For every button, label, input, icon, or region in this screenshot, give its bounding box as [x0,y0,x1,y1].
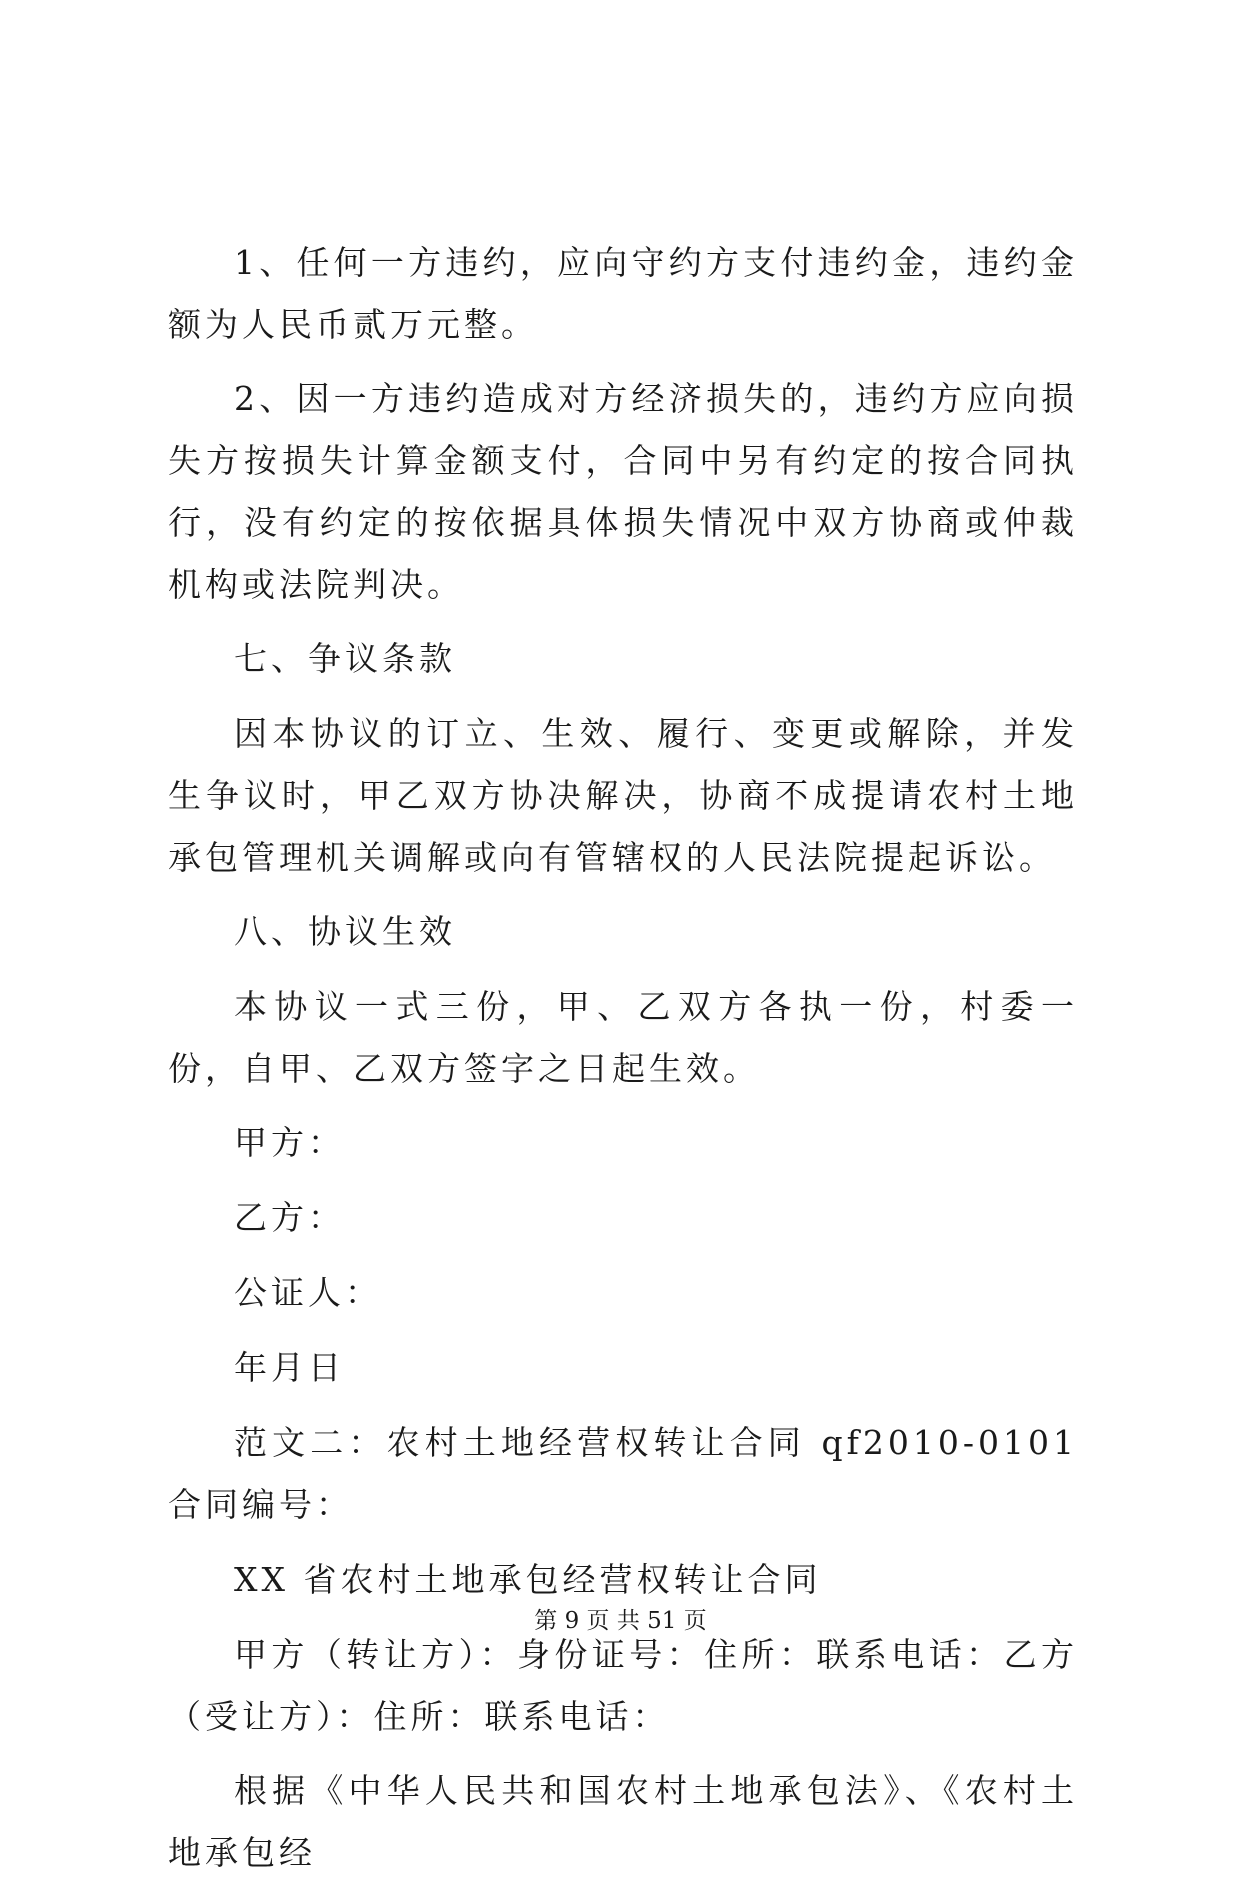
clause-effect: 本协议一式三份，甲、乙双方各执一份，村委一份，自甲、乙双方签字之日起生效。 [168,987,1078,1088]
document-body [168,232,1078,1896]
signature-notary: 公证人： [234,1273,382,1312]
section-heading-dispute: 七、争议条款 [234,639,456,678]
clause-penalty-1: 1、任何一方违约，应向守约方支付违约金，违约金额为人民币贰万元整。 [168,243,1078,344]
signature-date: 年月日 [234,1348,345,1387]
legal-basis: 根据《中华人民共和国农村土地承包法》、《农村土地承包经 [168,1771,1078,1872]
clause-dispute: 因本协议的订立、生效、履行、变更或解除，并发生争议时，甲乙双方协决解决，协商不成提请农村土地承包管理机关调解或向有管辖权的人民法院提起诉讼。 [168,714,1078,877]
sample-two-title: 范文二：农村土地经营权转让合同 qf2010-0101 合同编号： [168,1423,1078,1524]
contract-title: XX 省农村土地承包经营权转让合同 [234,1560,822,1599]
page-number-footer: 第 9 页 共 51 页 [534,1608,707,1634]
section-heading-effect: 八、协议生效 [234,912,456,951]
parties-info: 甲方（转让方）：身份证号：住所：联系电话：乙方（受让方）：住所：联系电话： [168,1635,1078,1736]
clause-penalty-2: 2、因一方违约造成对方经济损失的，违约方应向损失方按损失计算金额支付，合同中另有约定的按合同执行，没有约定的按依据具体损失情况中双方协商或仲裁机构或法院判决。 [168,379,1078,604]
signature-party-b: 乙方： [234,1198,345,1237]
signature-party-a: 甲方： [234,1123,345,1162]
